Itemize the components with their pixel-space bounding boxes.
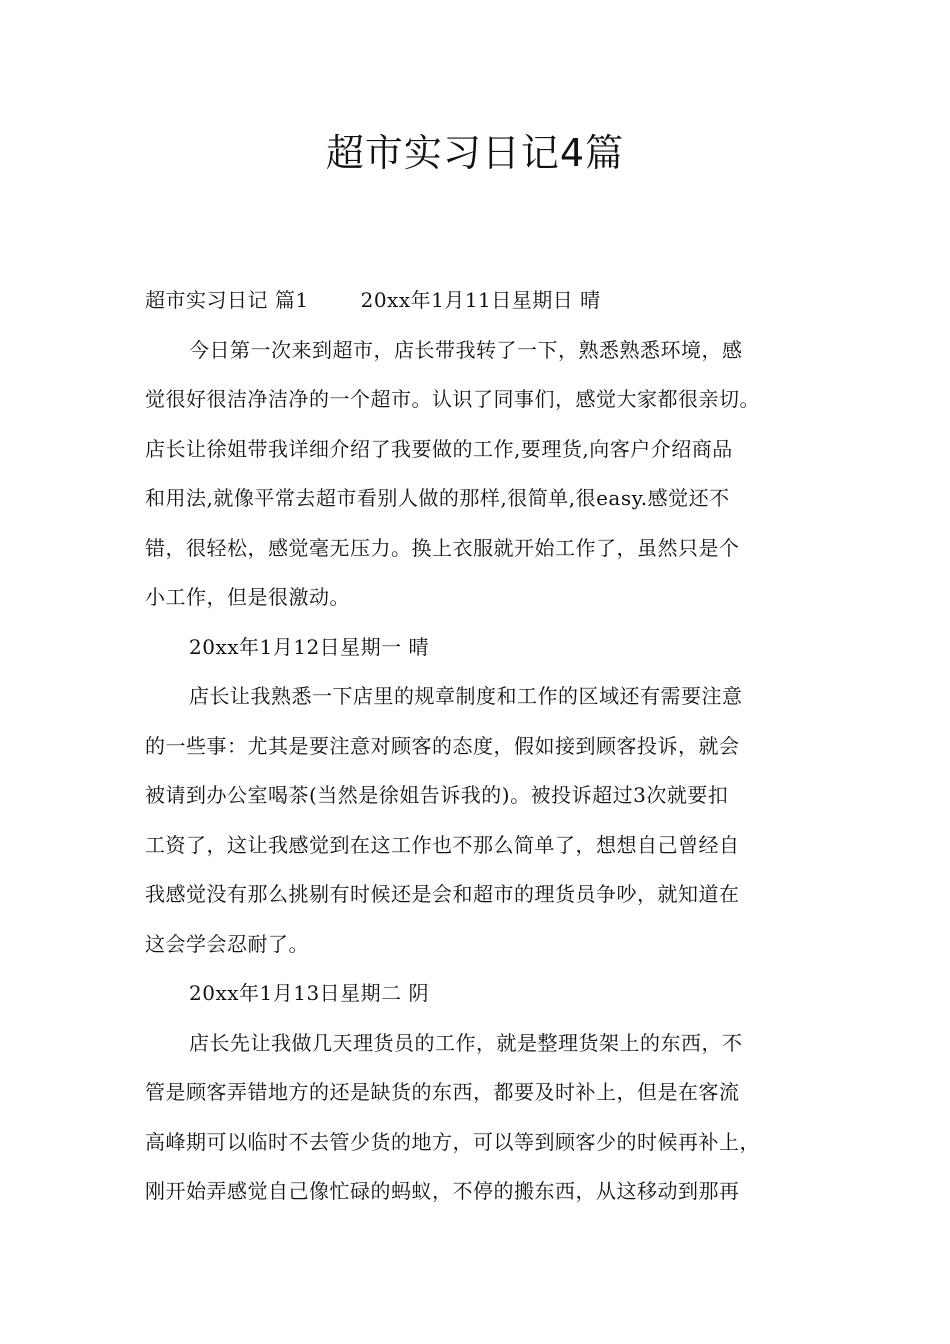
entry-header-line (145, 276, 815, 326)
paragraph-line: 我感觉没有那么挑剔有时候还是会和超市的理货员争吵，就知道在 (145, 882, 740, 906)
paragraph-line: 高峰期可以临时不去管少货的地方，可以等到顾客少的时候再补上， (145, 1129, 760, 1154)
entry-date-line: 20xx年1月12日星期一 晴 (189, 634, 430, 659)
document-body (145, 276, 815, 1217)
paragraph-line: 错，很轻松，感觉毫无压力。换上衣服就开始工作了，虽然只是个 (145, 535, 740, 560)
paragraph-line: 店长先让我做几天理货员的工作，就是整理货架上的东西，不 (189, 1030, 743, 1055)
entry-date-line: 20xx年1月13日星期二 阴 (189, 981, 430, 1005)
paragraph-line: 的一些事：尤其是要注意对顾客的态度，假如接到顾客投诉，就会 (145, 733, 740, 758)
paragraph-line: 和用法,就像平常去超市看别人做的那样,很简单,很easy.感觉还不 (145, 486, 730, 510)
paragraph-line: 被请到办公室喝茶(当然是徐姐告诉我的)。被投诉超过3次就要扣 (145, 783, 729, 807)
paragraph-line: 工资了，这让我感觉到在这工作也不那么简单了，想想自己曾经自 (145, 832, 740, 857)
entry-header-date: 20xx年1月11日星期日 晴 (360, 288, 601, 312)
paragraph-line: 店长让徐姐带我详细介绍了我要做的工作,要理货,向客户介绍商品 (145, 436, 733, 461)
page-title: 超市实习日记4篇 (325, 131, 625, 175)
paragraph-line: 觉很好很洁净洁净的一个超市。认识了同事们，感觉大家都很亲切。 (145, 387, 760, 411)
entry-header-label: 超市实习日记 篇1 (145, 288, 309, 312)
paragraph-line: 店长让我熟悉一下店里的规章制度和工作的区域还有需要注意 (189, 684, 743, 708)
paragraph-line: 这会学会忍耐了。 (145, 931, 309, 956)
paragraph-line: 刚开始弄感觉自己像忙碌的蚂蚁，不停的搬东西，从这移动到那再 (145, 1179, 740, 1203)
paragraph-line: 小工作，但是很激动。 (145, 585, 350, 609)
paragraph-line: 今日第一次来到超市，店长带我转了一下，熟悉熟悉环境，感 (189, 337, 743, 362)
paragraph-line: 管是顾客弄错地方的还是缺货的东西，都要及时补上，但是在客流 (145, 1080, 740, 1104)
